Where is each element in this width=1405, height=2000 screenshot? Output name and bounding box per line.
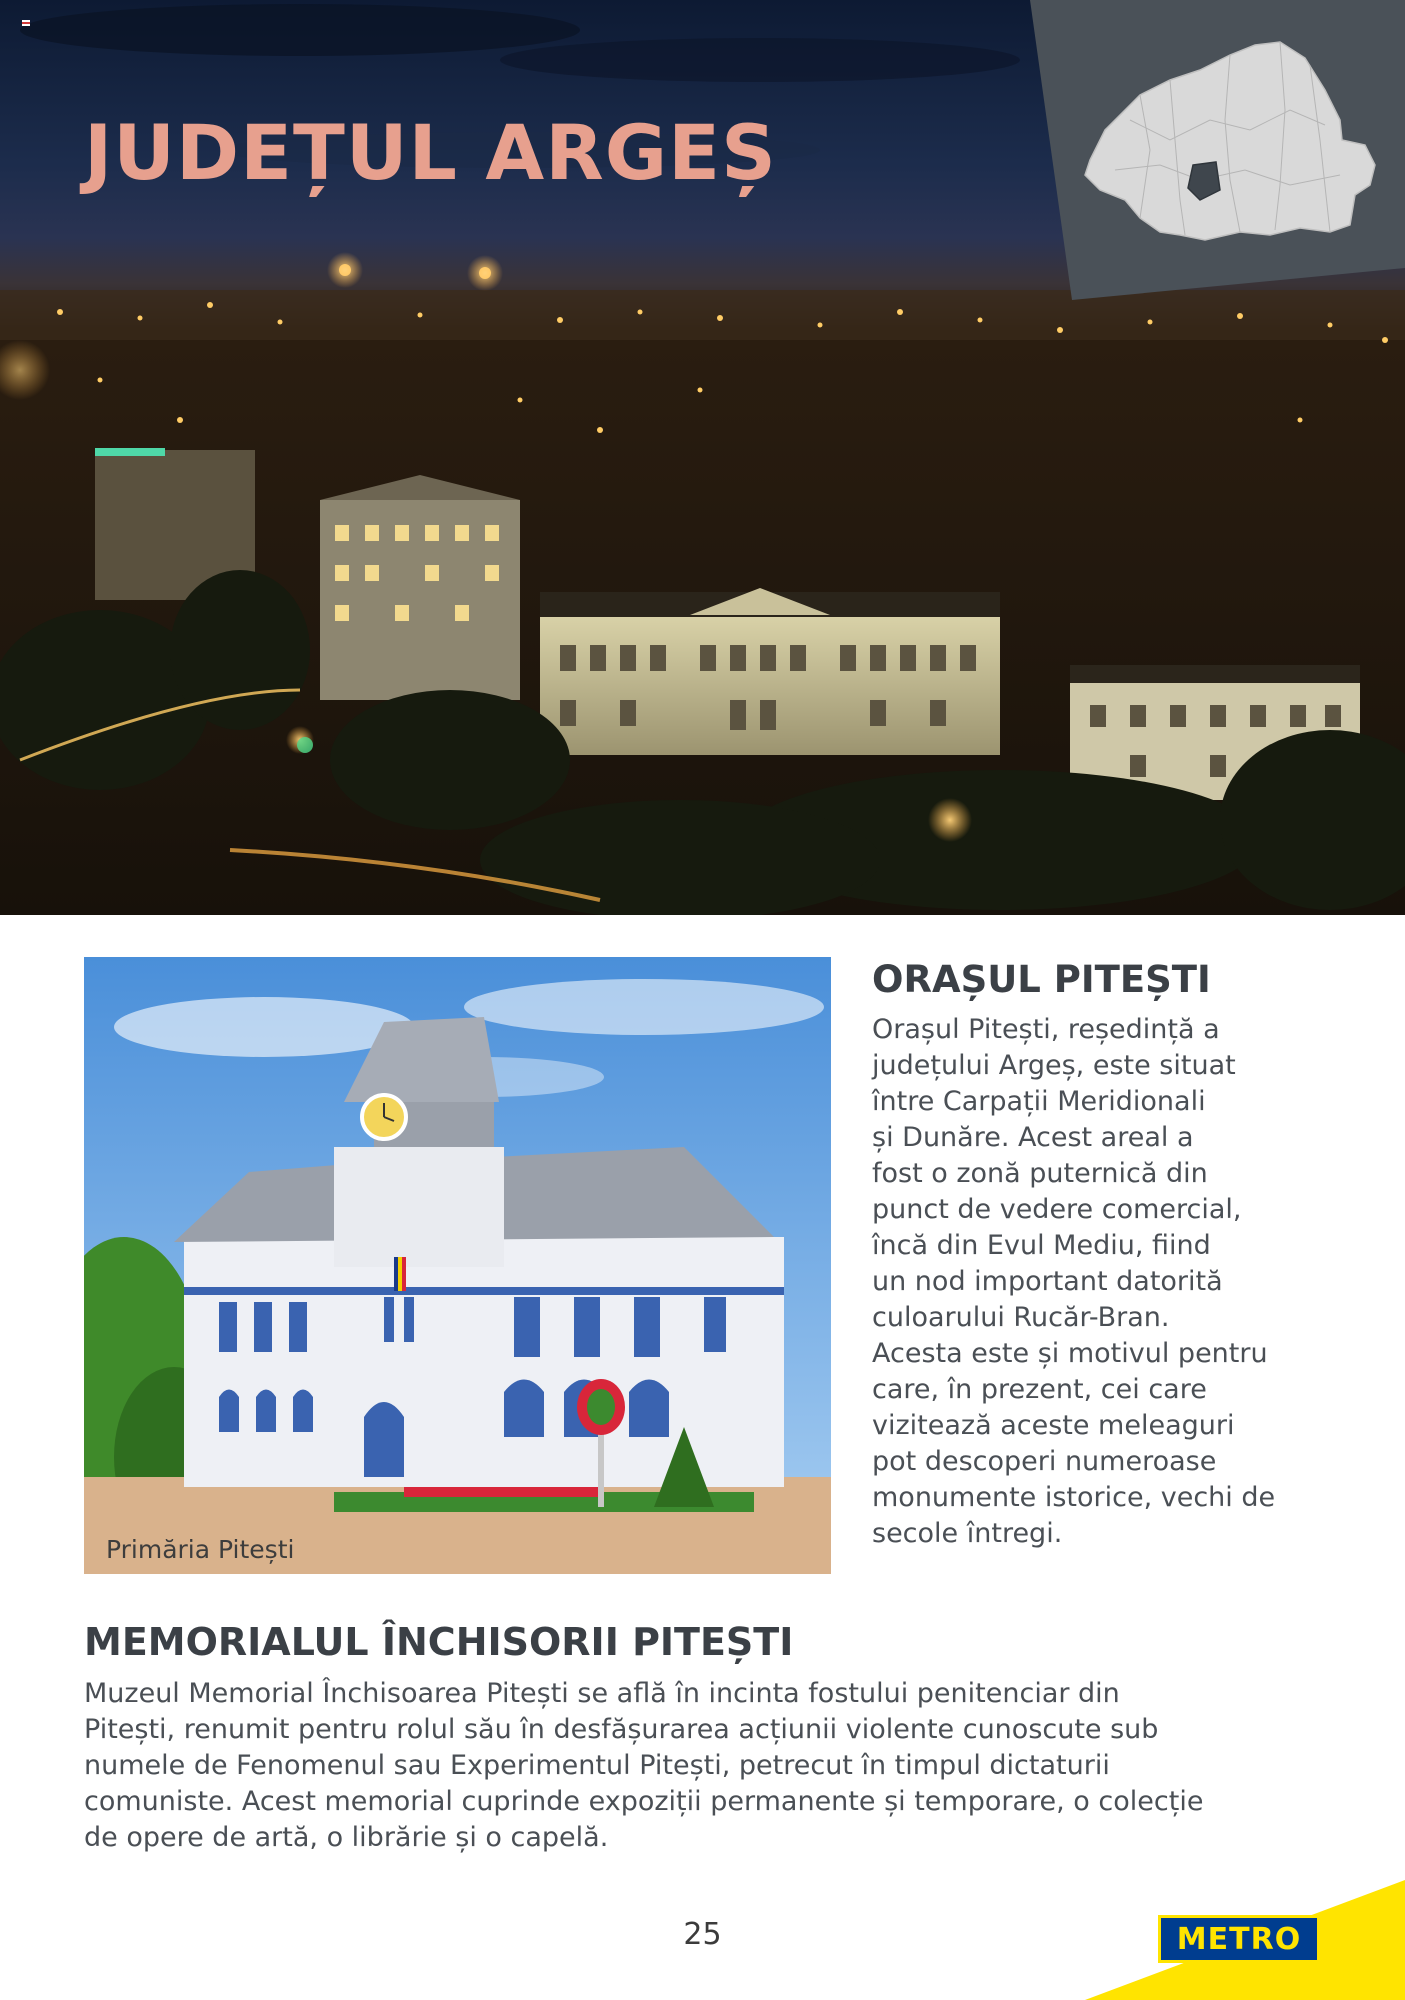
city-text-line: care, în prezent, cei care: [872, 1374, 1207, 1405]
language-flag-icon: [22, 20, 30, 28]
city-text-line: încă din Evul Mediu, fiind: [872, 1230, 1211, 1261]
city-text-line: punct de vedere comercial,: [872, 1194, 1242, 1225]
city-description: [872, 1012, 1372, 1552]
metro-logo-text: METRO: [1176, 1921, 1302, 1957]
city-text-line: monumente istorice, vechi de: [872, 1482, 1276, 1513]
city-text-line: pot descoperi numeroase: [872, 1446, 1217, 1477]
romania-map-panel: [1030, 0, 1405, 300]
city-text-line: Orașul Pitești, reședință a: [872, 1014, 1220, 1045]
hero-night-city-photo: [0, 0, 1405, 915]
page-number: 25: [683, 1917, 722, 1952]
memorial-description: [84, 1676, 1344, 1856]
city-text-line: un nod important datorită: [872, 1266, 1223, 1297]
romania-map-icon: [1030, 0, 1405, 300]
city-text-line: între Carpații Meridionali: [872, 1086, 1206, 1117]
city-hall-illustration: [84, 957, 831, 1574]
memorial-text-line: Muzeul Memorial Închisoarea Pitești se află în incinta fostului penitenciar din: [84, 1678, 1120, 1709]
city-hall-photo: [84, 957, 831, 1574]
city-text-line: județului Argeș, este situat: [872, 1050, 1236, 1081]
memorial-text-line: Pitești, renumit pentru rolul său în desfășurarea acțiunii violente cunoscute sub: [84, 1714, 1159, 1745]
city-text-line: vizitează aceste meleaguri: [872, 1410, 1235, 1441]
city-text-line: culoarului Rucăr-Bran.: [872, 1302, 1170, 1333]
memorial-heading: MEMORIALUL ÎNCHISORII PITEȘTI: [84, 1620, 794, 1664]
city-text-line: Acesta este și motivul pentru: [872, 1338, 1268, 1369]
county-title: JUDEȚUL ARGEȘ: [84, 108, 777, 197]
memorial-text-line: comuniste. Acest memorial cuprinde expoziții permanente și temporare, o colecție: [84, 1786, 1204, 1817]
city-text-line: secole întregi.: [872, 1518, 1063, 1549]
metro-logo: [1158, 1915, 1320, 1963]
photo-caption: Primăria Pitești: [106, 1535, 295, 1564]
memorial-text-line: de opere de artă, o librărie și o capelă.: [84, 1822, 609, 1853]
city-text-line: și Dunăre. Acest areal a: [872, 1122, 1194, 1153]
memorial-text-line: numele de Fenomenul sau Experimentul Pitești, petrecut în timpul dictaturii: [84, 1750, 1110, 1781]
city-heading: ORAȘUL PITEȘTI: [872, 958, 1211, 1001]
city-text-line: fost o zonă puternică din: [872, 1158, 1208, 1189]
